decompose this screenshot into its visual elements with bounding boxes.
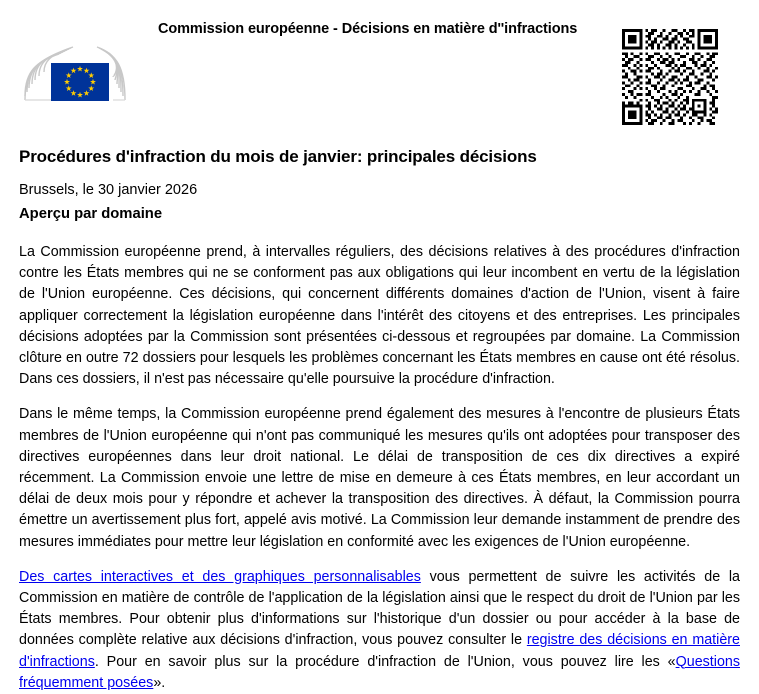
link-frequently-asked-questions[interactable]: Questions fréquemment posées [19,653,740,691]
european-commission-logo [19,38,149,108]
section-heading-overview: Aperçu par domaine [19,206,163,222]
dateline: Brussels, le 30 janvier 2026 [19,182,198,198]
paragraph-2 [0,390,759,552]
paragraph-1-text: La Commission européenne prend, à intervalles réguliers, des décisions relatives à des procédures d'infraction contre les États membres qui ne se conforment pas aux obligations qui leur incombent en vertu de la législation de l'Union européenne. Ces décisions, qui concernent différents domaines d'action de l'Union, visent à faire appliquer correctement la législation européenne dans l'intérêt des citoyens et des entreprises. Les principales décisions adoptées par la Commission sont présentées ci-dessous et regroupées par domaine. La Commission clôture en outre 72 dossiers pour lesquels les problèmes concernant les États membres en cause ont été résolus. Dans ces dossiers, il n'est pas nécessaire qu'elle poursuive la procédure d'infraction. [19,244,740,388]
page-header [0,0,759,130]
organisation-title: Commission européenne - Décisions en matière d''infractions [158,21,578,37]
document-body [0,130,759,694]
paragraph-3-text-part-1: vous permettent de suivre les activités de la Commission en matière de contrôle de l'application de la législation ainsi que le respect du droit de l'Union par les États membres. Pour obtenir plus d'informations sur l'historique d'un dossier ou pour accéder à la base de données complète relative aux décisions d'infraction, vous pouvez consulter le [19,568,740,649]
paragraph-2-text: Dans le même temps, la Commission européenne prend également des mesures à l'encontre de plusieurs États membres de l'Union européenne qui n'ont pas communiqué les mesures qu'ils ont adoptées pour transposer des directives européennes dans leur droit national. Le délai de transposition de ces dix directives a expiré récemment. La Commission envoie une lettre de mise en demeure à ces États membres, en leur accordant un délai de deux mois pour y répondre et achever la transposition des directives. À défaut, la Commission pourra émettre un avertissement plus fort, appelé avis motivé. La Commission leur demande instamment de prendre des mesures immédiates pour mettre leur législation en conformité avec les exigences de l'Union européenne. [19,406,740,550]
link-infringement-decisions-register[interactable]: registre des décisions en matière d'infractions [19,632,740,670]
paragraph-3-text-part-3: ». [153,674,166,691]
paragraph-3 [0,553,759,694]
paragraph-1 [0,225,759,390]
paragraph-3-text-part-2: . Pour en savoir plus sur la procédure d'infraction de l'Union, vous pouvez lire les « [94,653,676,670]
qr-code[interactable] [622,29,718,125]
link-interactive-maps-and-charts[interactable]: Des cartes interactives et des graphiques personnalisables [19,568,421,585]
page-title: Procédures d'infraction du mois de janvier: principales décisions [19,147,537,166]
